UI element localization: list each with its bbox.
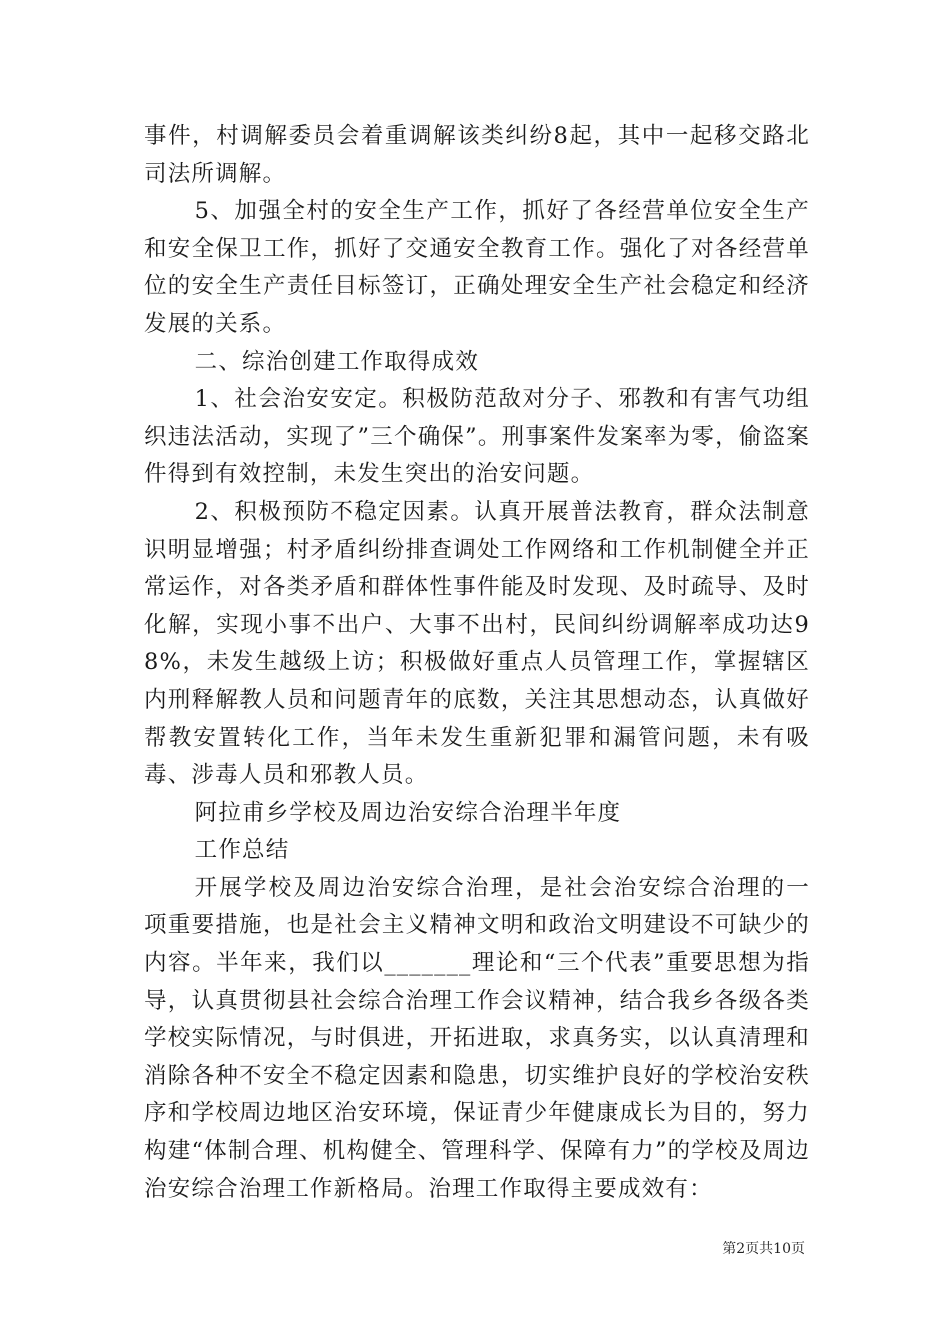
section-heading: 二、综治创建工作取得成效	[194, 348, 480, 375]
paragraph-item-5: 5、加强全村的安全生产工作，抓好了各经营单位安全生产和安全保卫工作，抓好了交通安全教育工作。强化了对各经营单位的安全生产责任目标签订，正确处理安全生产社会稳定和经济发展的关系。	[144, 198, 810, 337]
document-title-line-2: 工作总结	[194, 837, 290, 864]
page-number: 第2页共10页	[722, 1241, 805, 1257]
paragraph-intro: 开展学校及周边治安综合治理，是社会治安综合治理的一项重要措施，也是社会主义精神文明和政治文明建设不可缺少的内容。半年来，我们以_______理论和“三个代表”重要思想为指导，认真贯彻县社会综合治理工作会议精神，结合我乡各级各类学校实际情况，与时俱进，开拓进取，求真务实，以认真清理和消除各种不安全不稳定因素和隐患，切实维护良好的学校治安秩序和学校周边地区治安环境，保证青少年健康成长为目的，努力构建“体制合理、机构健全、管理科学、保障有力”的学校及周边治安综合治理工作新格局。治理工作取得主要成效有：	[144, 874, 810, 1202]
paragraph-item-1: 1、社会治安安定。积极防范敌对分子、邪教和有害气功组织违法活动，实现了”三个确保”。刑事案件发案率为零，偷盗案件得到有效控制，未发生突出的治安问题。	[144, 386, 810, 488]
paragraph-continuation: 事件，村调解委员会着重调解该类纠纷8起，其中一起移交路北司法所调解。	[144, 123, 810, 187]
document-body	[144, 118, 810, 1208]
paragraph-item-2: 2、积极预防不稳定因素。认真开展普法教育，群众法制意识明显增强；村矛盾纠纷排查调处工作网络和工作机制健全并正常运作，对各类矛盾和群体性事件能及时发现、及时疏导、及时化解，实现小事不出户、大事不出村，民间纠纷调解率成功达98%，未发生越级上访；积极做好重点人员管理工作，掌握辖区内刑释解教人员和问题青年的底数，关注其思想动态，认真做好帮教安置转化工作，当年未发生重新犯罪和漏管问题，未有吸毒、涉毒人员和邪教人员。	[144, 498, 810, 789]
document-title-line-1: 阿拉甫乡学校及周边治安综合治理半年度	[194, 799, 622, 826]
